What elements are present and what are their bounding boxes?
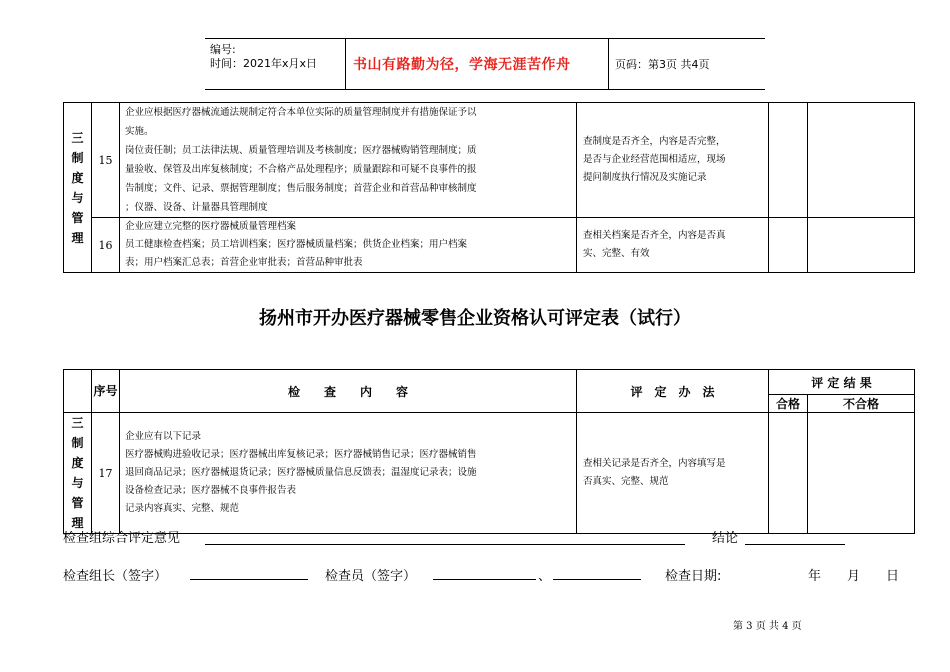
- fail-cell[interactable]: [808, 103, 915, 218]
- header-divider: [608, 39, 609, 89]
- header-result: 评 定 结 果: [769, 370, 915, 395]
- continued-table: [63, 102, 915, 273]
- table-row: [64, 103, 915, 218]
- category-cell: 三 制 度 与 管 理: [64, 103, 92, 273]
- evaluation-table: [63, 369, 915, 534]
- leader-signature-field[interactable]: [190, 579, 308, 580]
- table-row: [64, 413, 915, 534]
- evaluation-method: 查相关档案是否齐全，内容是否真 实、完整、有效: [577, 218, 769, 273]
- header-fail: 不合格: [808, 395, 915, 413]
- check-content: 企业应根据医疗器械流通法规制定符合本单位实际的质量管理制度并有措施保证予以 实施。 岗位责任制；员工法律法规、质量管理培训及考核制度；医疗器械购销管理制度；质 量验收、保管及出库复核制度；不合格产品处理程序；质量跟踪和可疑不良事件的报 告制度；文件、记录、票据管理制度；售后服务制度；首营企业和首营品种审核制度 ；仪器、设备、计量器具管理制度: [120, 103, 577, 218]
- evaluation-method: 查相关记录是否齐全，内容填写是 否真实、完整、规范: [577, 413, 769, 534]
- header-page-number: 页码：第3页 共4页: [615, 58, 710, 71]
- pass-cell[interactable]: [769, 218, 808, 273]
- date-day: 日: [886, 569, 900, 584]
- opinion-field[interactable]: [205, 544, 685, 545]
- corner-cell: [64, 370, 92, 413]
- conclusion-field[interactable]: [745, 544, 845, 545]
- pass-cell[interactable]: [769, 103, 808, 218]
- evaluation-method: 查制度是否齐全，内容是否完整， 是否与企业经营范围相适应，现场 提问制度执行情况及实施记录: [577, 103, 769, 218]
- leader-label: 检查组长（签字）: [63, 569, 168, 584]
- date-year: 年: [808, 569, 822, 584]
- check-content: 企业应建立完整的医疗器械质量管理档案 员工健康检查档案；员工培训档案；医疗器械质量档案；供货企业档案；用户档案 表；用户档案汇总表；首营企业审批表；首营品种审批表: [120, 218, 577, 273]
- row-number: 16: [92, 218, 120, 273]
- page-footer: 第 3 页 共 4 页: [733, 621, 802, 632]
- check-content: 企业应有以下记录 医疗器械购进验收记录；医疗器械出库复核记录；医疗器械销售记录；医疗器械销售 退回商品记录；医疗器械退货记录；医疗器械质量信息反馈表；温湿度记录表；设施 设备检查记录；医疗器械不良事件报告表 记录内容真实、完整、规范: [120, 413, 577, 534]
- conclusion-label: 结论: [712, 531, 739, 546]
- inspector2-signature-field[interactable]: [553, 579, 641, 580]
- page-header: [205, 38, 765, 90]
- header-divider: [345, 39, 346, 89]
- category-cell: 三 制 度 与 管 理: [64, 413, 92, 534]
- table-row: [64, 218, 915, 273]
- header-method: 评 定 办 法: [577, 370, 769, 413]
- fail-cell[interactable]: [808, 413, 915, 534]
- date-label: 检查日期:: [665, 569, 722, 584]
- opinion-label: 检查组综合评定意见: [63, 531, 181, 546]
- header-pass: 合格: [769, 395, 808, 413]
- form-title: 扬州市开办医疗器械零售企业资格认可评定表（试行）: [259, 308, 691, 329]
- date-month: 月: [847, 569, 861, 584]
- inspector-label: 检查员（签字）: [325, 569, 417, 584]
- row-number: 15: [92, 103, 120, 218]
- header-num: 序号: [92, 370, 120, 413]
- header-motto: 书山有路勤为径，学海无涯苦作舟: [353, 57, 571, 73]
- document-time: 时间：2021年x月x日: [210, 57, 318, 70]
- separator: 、: [538, 569, 552, 584]
- pass-cell[interactable]: [769, 413, 808, 534]
- header-content: 检 查 内 容: [120, 370, 577, 413]
- fail-cell[interactable]: [808, 218, 915, 273]
- inspector-signature-field[interactable]: [433, 579, 536, 580]
- row-number: 17: [92, 413, 120, 534]
- document-number: 编号:: [210, 43, 236, 56]
- header-row: [64, 370, 915, 395]
